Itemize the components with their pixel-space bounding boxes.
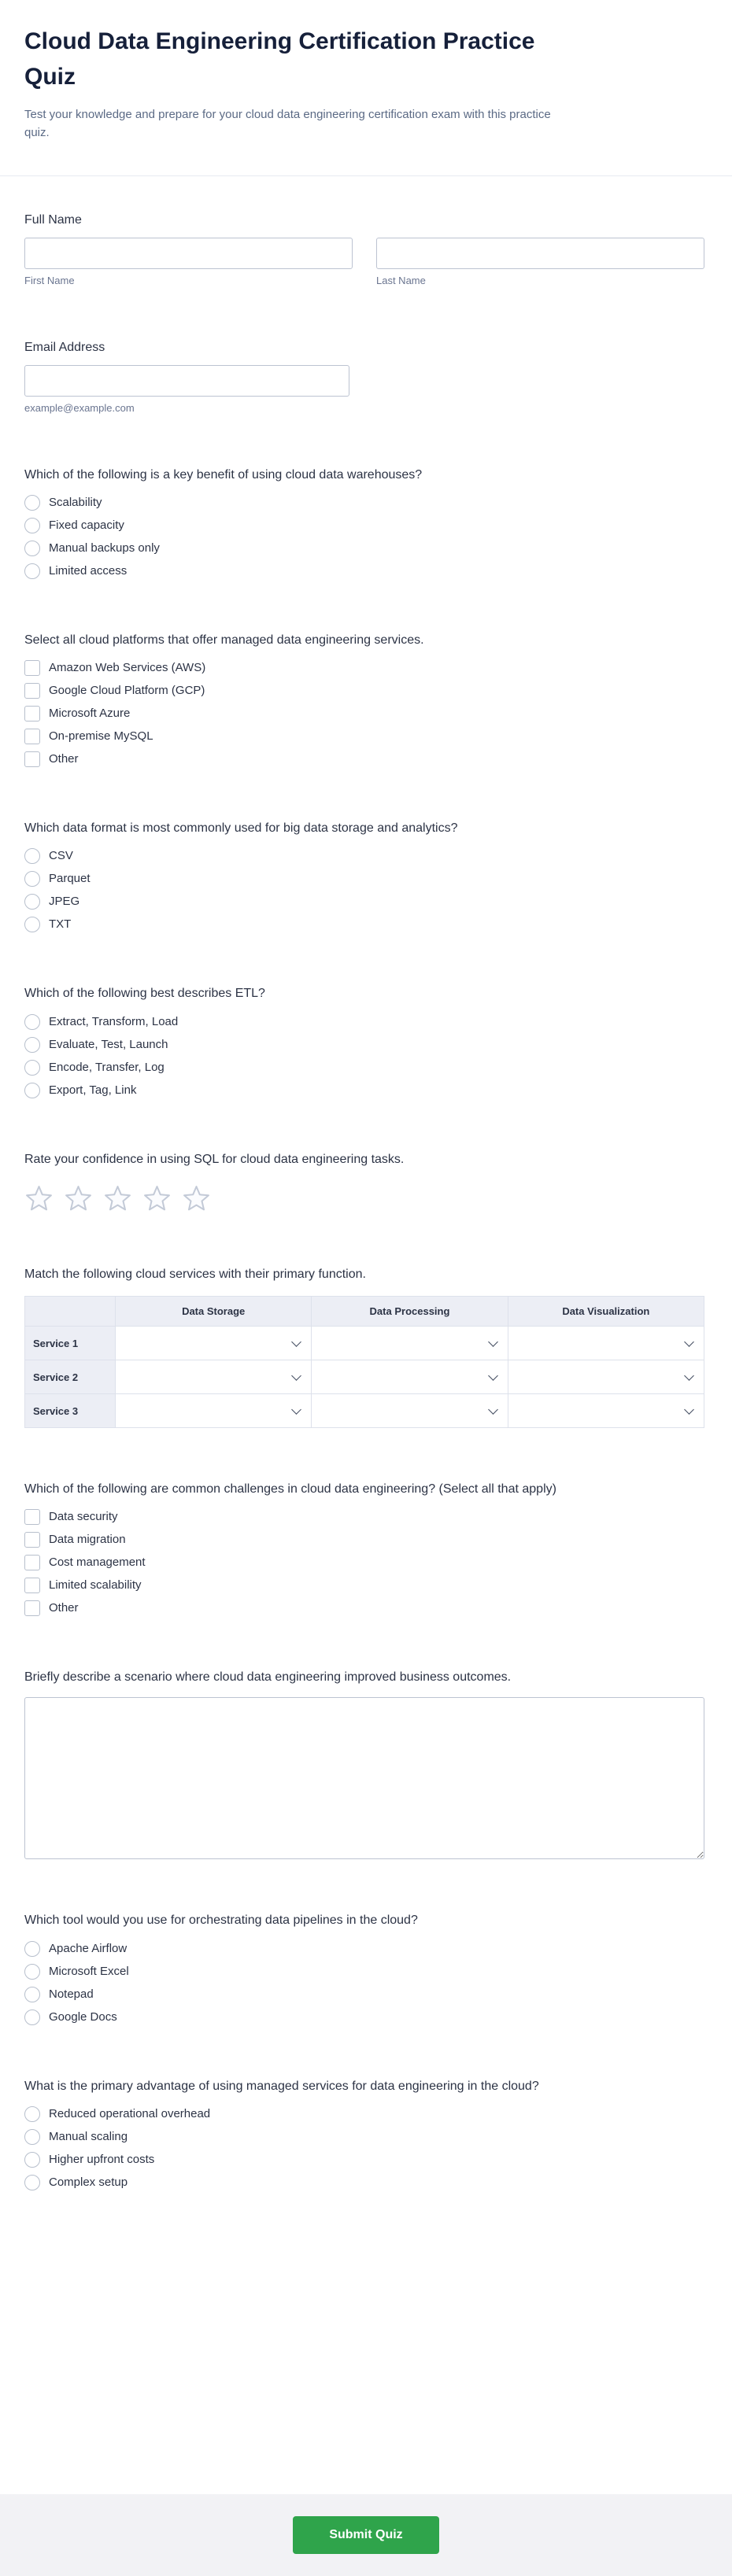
option-label: Complex setup [49,2175,128,2189]
options-list [24,2106,704,2190]
star-icon[interactable] [103,1184,132,1213]
radio-option[interactable] [24,1014,178,1030]
radio-option[interactable] [24,917,71,932]
email-input[interactable] [24,365,349,397]
checkbox-option[interactable] [24,1509,118,1525]
checkbox-option[interactable] [24,751,79,767]
radio-icon[interactable] [24,1060,40,1076]
question-scenario [24,1668,704,1859]
radio-icon[interactable] [24,894,40,910]
radio-icon[interactable] [24,1083,40,1098]
option-label: Encode, Transfer, Log [49,1060,165,1074]
first-name-field [24,238,353,286]
matrix-row-label: Service 2 [25,1360,116,1394]
services-matrix-table [24,1296,704,1428]
radio-icon[interactable] [24,1987,40,2002]
matrix-cell-select[interactable] [312,1327,507,1360]
full-name-label: Full Name [24,212,82,227]
checkbox-icon[interactable] [24,683,40,699]
option-label: Fixed capacity [49,519,124,533]
chevron-down-icon [488,1404,498,1415]
radio-option[interactable] [24,848,73,864]
chevron-down-icon [291,1337,301,1347]
checkbox-option[interactable] [24,683,205,699]
checkbox-icon[interactable] [24,1555,40,1570]
form-title: Cloud Data Engineering Certification Practice Quiz [24,28,535,90]
question-label: Select all cloud platforms that offer managed data engineering services. [24,633,424,648]
radio-option[interactable] [24,871,91,887]
option-label: Other [49,752,79,766]
option-label: Manual scaling [49,2129,128,2143]
radio-icon[interactable] [24,2175,40,2190]
scenario-textarea[interactable] [24,1697,704,1859]
checkbox-option[interactable] [24,1532,126,1548]
last-name-input[interactable] [376,238,704,269]
question-label: Which of the following are common challenges in cloud data engineering? (Select all that apply) [24,1482,556,1496]
chevron-down-icon [684,1337,694,1347]
checkbox-option[interactable] [24,706,130,722]
star-rating [24,1184,704,1213]
question-label: Briefly describe a scenario where cloud data engineering improved business outcomes. [24,1670,512,1685]
question-sql-confidence [24,1150,704,1213]
option-label: Other [49,1601,79,1615]
option-label: Limited scalability [49,1578,142,1592]
options-list [24,1941,704,2025]
radio-icon[interactable] [24,563,40,579]
radio-option[interactable] [24,1964,129,1980]
question-managed-services [24,2077,704,2190]
option-label: Export, Tag, Link [49,1083,137,1097]
checkbox-icon[interactable] [24,1578,40,1593]
radio-icon[interactable] [24,1964,40,1980]
checkbox-icon[interactable] [24,1600,40,1616]
option-label: Microsoft Excel [49,1964,129,1978]
matrix-row [25,1360,704,1394]
radio-icon[interactable] [24,541,40,556]
option-label: JPEG [49,895,80,909]
options-list [24,660,704,767]
checkbox-option[interactable] [24,660,205,676]
options-list [24,1509,704,1616]
checkbox-icon[interactable] [24,751,40,767]
matrix-cell-select[interactable] [116,1394,311,1427]
radio-option[interactable] [24,2010,117,2025]
radio-option[interactable] [24,1037,168,1053]
chevron-down-icon [291,1404,301,1415]
question-label: Rate your confidence in using SQL for cloud data engineering tasks. [24,1152,405,1166]
matrix-cell-select[interactable] [312,1360,507,1393]
radio-option[interactable] [24,495,102,511]
radio-option[interactable] [24,518,124,533]
radio-option[interactable] [24,1060,165,1076]
matrix-row-label: Service 3 [25,1394,116,1428]
radio-option[interactable] [24,2152,154,2168]
first-name-sublabel: First Name [24,274,75,286]
matrix-corner-cell [25,1297,116,1327]
option-label: Amazon Web Services (AWS) [49,661,206,675]
option-label: Notepad [49,1987,94,2001]
chevron-down-icon [684,1404,694,1415]
radio-icon[interactable] [24,518,40,533]
form-subtitle: Test your knowledge and prepare for your cloud data engineering certification exam with this practice quiz. [24,108,551,140]
option-label: TXT [49,917,72,932]
radio-option[interactable] [24,1083,136,1098]
option-label: Microsoft Azure [49,707,131,721]
question-services-matrix [24,1265,704,1428]
option-label: Higher upfront costs [49,2152,155,2166]
matrix-cell-select[interactable] [508,1394,704,1427]
question-label: Which of the following best describes ETL? [24,987,265,1001]
form-header [0,0,732,176]
option-label: Evaluate, Test, Launch [49,1037,168,1051]
checkbox-icon[interactable] [24,660,40,676]
option-label: Parquet [49,872,91,886]
option-label: Google Cloud Platform (GCP) [49,684,205,698]
chevron-down-icon [488,1371,498,1381]
checkbox-option[interactable] [24,1600,79,1616]
option-label: Reduced operational overhead [49,2106,211,2120]
option-label: Manual backups only [49,541,160,555]
matrix-cell-select[interactable] [116,1360,311,1393]
question-etl-definition [24,984,704,1098]
checkbox-option[interactable] [24,729,153,744]
radio-option[interactable] [24,2129,128,2145]
last-name-sublabel: Last Name [376,274,426,286]
matrix-cell-select[interactable] [116,1327,311,1360]
name-row [24,238,704,286]
question-label: Which of the following is a key benefit of using cloud data warehouses? [24,467,423,482]
radio-option[interactable] [24,1987,94,2002]
checkbox-option[interactable] [24,1578,142,1593]
radio-option[interactable] [24,541,160,556]
email-label: Email Address [24,340,105,354]
options-list [24,1014,704,1098]
form-footer [0,2494,732,2576]
radio-icon[interactable] [24,1037,40,1053]
star-icon[interactable] [182,1184,211,1213]
last-name-field [376,238,704,286]
radio-icon[interactable] [24,848,40,864]
radio-icon[interactable] [24,2129,40,2145]
star-icon[interactable] [24,1184,54,1213]
radio-icon[interactable] [24,2010,40,2025]
radio-option[interactable] [24,2175,128,2190]
option-label: Scalability [49,496,102,510]
question-cloud-platforms [24,631,704,767]
matrix-cell-select[interactable] [508,1360,704,1393]
matrix-cell-select[interactable] [508,1327,704,1360]
checkbox-icon[interactable] [24,706,40,722]
star-icon[interactable] [64,1184,93,1213]
checkbox-icon[interactable] [24,1532,40,1548]
chevron-down-icon [488,1337,498,1347]
option-label: On-premise MySQL [49,729,153,744]
option-label: Cost management [49,1556,146,1570]
radio-icon[interactable] [24,495,40,511]
star-icon[interactable] [142,1184,172,1213]
radio-icon[interactable] [24,2152,40,2168]
question-data-format [24,819,704,932]
question-label: What is the primary advantage of using managed services for data engineering in the cloud? [24,2079,539,2093]
question-email [24,338,704,414]
matrix-row [25,1394,704,1428]
question-full-name [24,211,704,286]
radio-icon[interactable] [24,1014,40,1030]
radio-option[interactable] [24,894,79,910]
email-sublabel: example@example.com [24,401,135,414]
option-label: Extract, Transform, Load [49,1014,179,1028]
option-label: Data migration [49,1533,126,1547]
option-label: Apache Airflow [49,1941,128,1955]
checkbox-icon[interactable] [24,1509,40,1525]
radio-option[interactable] [24,563,127,579]
first-name-input[interactable] [24,238,353,269]
form-body [0,176,732,2246]
matrix-header-row [25,1297,704,1327]
matrix-cell-select[interactable] [312,1394,507,1427]
options-list [24,848,704,932]
question-label: Which data format is most commonly used for big data storage and analytics? [24,821,458,836]
option-label: Limited access [49,564,128,578]
submit-button[interactable]: Submit Quiz [293,2516,438,2554]
option-label: Data security [49,1510,118,1524]
chevron-down-icon [684,1371,694,1381]
question-warehouse-benefit [24,466,704,579]
question-label: Which tool would you use for orchestrating data pipelines in the cloud? [24,1914,418,1928]
option-label: Google Docs [49,2010,117,2024]
radio-option[interactable] [24,1941,127,1957]
options-list [24,495,704,579]
checkbox-option[interactable] [24,1555,146,1570]
checkbox-icon[interactable] [24,729,40,744]
radio-icon[interactable] [24,917,40,932]
matrix-column-header: Data Processing [312,1297,508,1327]
matrix-row [25,1327,704,1360]
matrix-column-header: Data Storage [116,1297,312,1327]
question-challenges [24,1480,704,1616]
radio-icon[interactable] [24,2106,40,2122]
matrix-column-header: Data Visualization [508,1297,704,1327]
option-label: CSV [49,849,73,863]
radio-icon[interactable] [24,1941,40,1957]
radio-icon[interactable] [24,871,40,887]
matrix-row-label: Service 1 [25,1327,116,1360]
chevron-down-icon [291,1371,301,1381]
question-orchestration-tool [24,1911,704,2024]
question-label: Match the following cloud services with their primary function. [24,1267,366,1281]
radio-option[interactable] [24,2106,210,2122]
